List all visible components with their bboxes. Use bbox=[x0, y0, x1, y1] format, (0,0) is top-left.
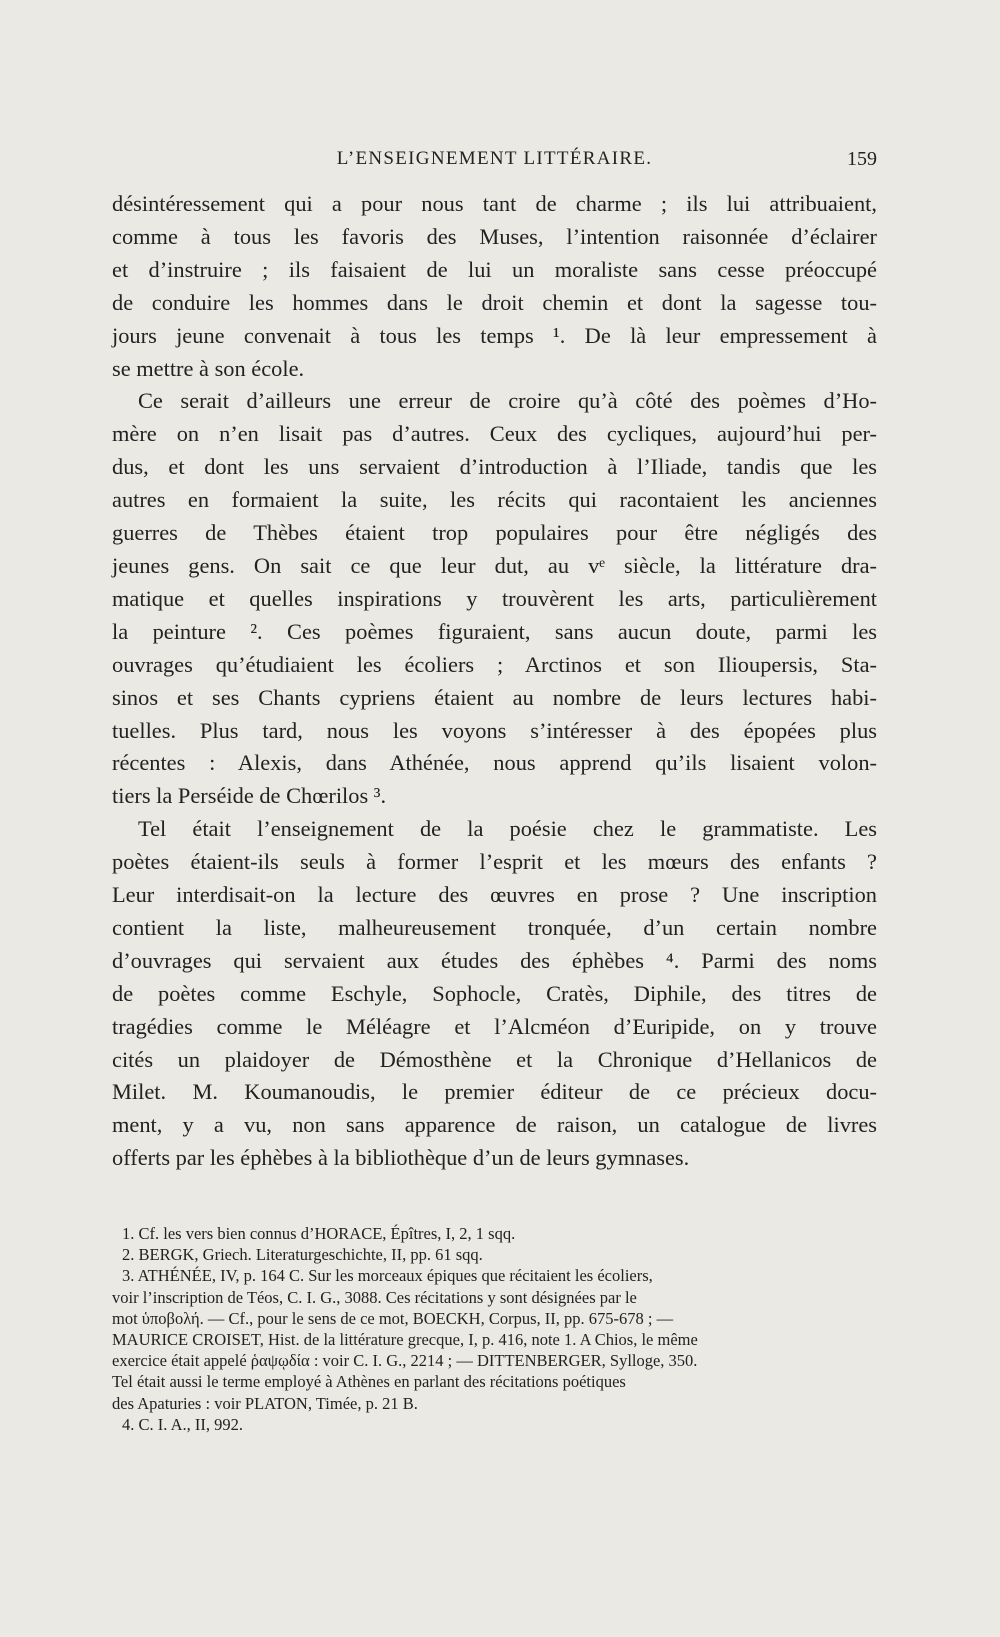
text-line: Milet. M. Koumanoudis, le premier éditeur de ce précieux docu- bbox=[112, 1079, 877, 1105]
footnote-2: 2. BERGK, Griech. Literaturgeschichte, II, pp. 61 sqq. bbox=[122, 1245, 483, 1265]
text-line: de conduire les hommes dans le droit chemin et dont la sagesse tou- bbox=[112, 289, 877, 315]
footnote-3-line: MAURICE CROISET, Hist. de la littérature grecque, I, p. 416, note 1. A Chios, le même bbox=[112, 1330, 698, 1350]
footnote-3: 3. ATHÉNÉE, IV, p. 164 C. Sur les morceaux épiques que récitaient les écoliers, bbox=[122, 1266, 653, 1286]
text-line: ment, y a vu, non sans apparence de raison, un catalogue de livres bbox=[112, 1112, 877, 1138]
footnote-4: 4. C. I. A., II, 992. bbox=[122, 1414, 243, 1434]
footnote-1: 1. Cf. les vers bien connus d’HORACE, Épîtres, I, 2, 1 sqq. bbox=[122, 1224, 516, 1243]
footnote-3-line: exercice était appelé ῥαψῳδία : voir C. I. G., 2214 ; — DITTENBERGER, Sylloge, 350. bbox=[112, 1351, 698, 1371]
text-line: poètes étaient-ils seuls à former l’esprit et les mœurs des enfants ? bbox=[112, 849, 877, 875]
text-line: d’ouvrages qui servaient aux études des éphèbes ⁴. Parmi des noms bbox=[112, 947, 877, 973]
text-line: tragédies comme le Méléagre et l’Alcméon d’Euripide, on y trouve bbox=[112, 1013, 877, 1039]
text-line: jours jeune convenait à tous les temps ¹. De là leur empressement à bbox=[112, 322, 877, 348]
text-line: de poètes comme Eschyle, Sophocle, Cratès, Diphile, des titres de bbox=[112, 980, 877, 1006]
text-line: sinos et ses Chants cypriens étaient au nombre de leurs lectures habi- bbox=[112, 684, 877, 710]
text-line: offerts par les éphèbes à la bibliothèque d’un de leurs gymnases. bbox=[112, 1145, 690, 1171]
text-line: matique et quelles inspirations y trouvèrent les arts, particulièrement bbox=[112, 585, 877, 611]
text-line: Tel était l’enseignement de la poésie chez le grammatiste. Les bbox=[138, 816, 877, 842]
body-text bbox=[112, 188, 877, 1175]
running-head bbox=[112, 148, 877, 178]
text-line: comme à tous les favoris des Muses, l’intention raisonnée d’éclairer bbox=[112, 223, 877, 249]
footnote-3-line: mot ὑποβολή. — Cf., pour le sens de ce mot, BOECKH, Corpus, II, pp. 675-678 ; — bbox=[112, 1308, 674, 1328]
text-line: autres en formaient la suite, les récits qui racontaient les anciennes bbox=[112, 487, 877, 513]
footnote-3-line: Tel était aussi le terme employé à Athènes en parlant des récitations poétiques bbox=[112, 1372, 626, 1392]
text-line: mère on n’en lisait pas d’autres. Ceux des cycliques, aujourd’hui per- bbox=[112, 421, 877, 447]
text-line: et d’instruire ; ils faisaient de lui un moraliste sans cesse préoccupé bbox=[112, 256, 877, 282]
text-line: tiers la Perséide de Chœrilos ³. bbox=[112, 783, 387, 809]
text-line: guerres de Thèbes étaient trop populaires pour être négligés des bbox=[112, 520, 877, 546]
paragraph-3 bbox=[112, 813, 877, 1175]
text-line: Leur interdisait-on la lecture des œuvres en prose ? Une inscription bbox=[112, 882, 877, 908]
text-line: jeunes gens. On sait ce que leur dut, au vᵉ siècle, la littérature dra- bbox=[112, 552, 877, 578]
running-title: L’ENSEIGNEMENT LITTÉRAIRE. bbox=[336, 148, 653, 169]
text-line: désintéressement qui a pour nous tant de charme ; ils lui attribuaient, bbox=[112, 191, 877, 216]
footnote-3-line: des Apaturies : voir PLATON, Timée, p. 21 B. bbox=[112, 1393, 418, 1413]
text-line: Ce serait d’ailleurs une erreur de croire qu’à côté des poèmes d’Ho- bbox=[138, 388, 877, 414]
page-number: 159 bbox=[847, 148, 877, 170]
paragraph-2 bbox=[112, 385, 877, 813]
text-line: la peinture ². Ces poèmes figuraient, sans aucun doute, parmi les bbox=[112, 618, 877, 644]
text-line: cités un plaidoyer de Démosthène et la Chronique d’Hellanicos de bbox=[112, 1046, 877, 1072]
text-line: tuelles. Plus tard, nous les voyons s’intéresser à des épopées plus bbox=[112, 717, 877, 743]
footnotes bbox=[112, 1223, 877, 1435]
text-line: ouvrages qu’étudiaient les écoliers ; Arctinos et son Ilioupersis, Sta- bbox=[112, 651, 877, 677]
text-line: récentes : Alexis, dans Athénée, nous apprend qu’ils lisaient volon- bbox=[112, 750, 877, 776]
paragraph-1 bbox=[112, 188, 877, 385]
footnote-3-line: voir l’inscription de Téos, C. I. G., 3088. Ces récitations y sont désignées par le bbox=[112, 1287, 637, 1307]
text-line: dus, et dont les uns servaient d’introduction à l’Iliade, tandis que les bbox=[112, 454, 877, 480]
text-line: se mettre à son école. bbox=[112, 355, 305, 381]
text-line: contient la liste, malheureusement tronquée, d’un certain nombre bbox=[112, 914, 877, 940]
